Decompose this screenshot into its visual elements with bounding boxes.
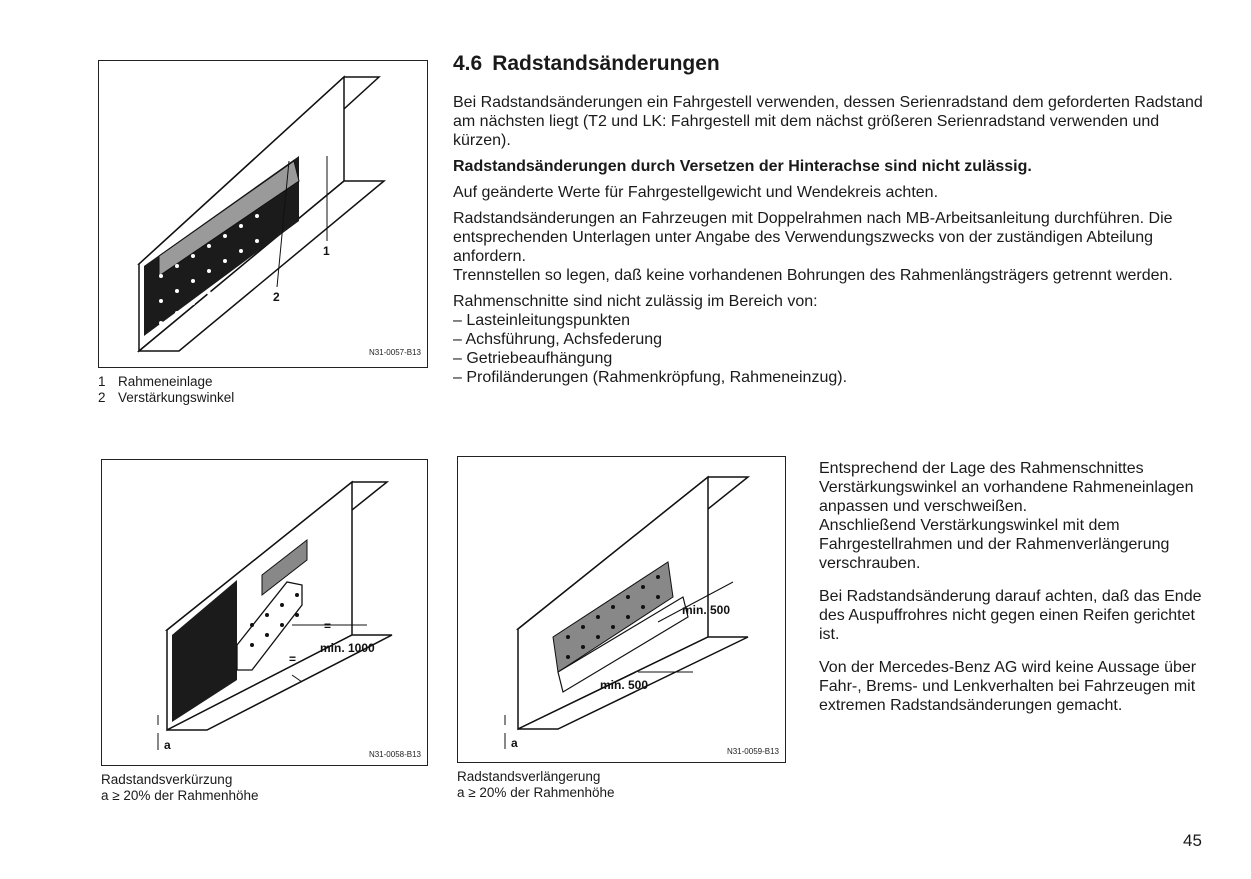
page-number: 45 xyxy=(1183,831,1202,850)
list-item: – Lasteinleitungspunkten xyxy=(453,311,1213,330)
section-heading xyxy=(453,52,720,76)
dimension-label-top: min. 500 xyxy=(682,603,731,617)
dimension-label: min. 1000 xyxy=(320,641,375,655)
list-item: – Profiländerungen (Rahmenkröpfung, Rahmeneinzug). xyxy=(453,368,1213,387)
list-item: – Achsführung, Achsfederung xyxy=(453,330,1213,349)
figure-caption xyxy=(101,772,259,804)
callout-1: 1 xyxy=(323,244,330,258)
paragraph: Radstandsänderungen an Fahrzeugen mit Doppelrahmen nach MB-Arbeitsanleitung durchführen. Die entsprechenden Unterlagen unter Angabe des Verwendungszwecks von der zuständigen Abteilung anfordern. xyxy=(453,210,1173,265)
paragraph: Entsprechend der Lage des Rahmenschnittes Verstärkungswinkel an vorhandene Rahmeneinlagen anpassen und verschweißen. xyxy=(819,460,1194,515)
figure-shortening xyxy=(101,459,428,766)
paragraph: Anschließend Verstärkungswinkel mit dem Fahrgestellrahmen und der Rahmenverlängerung verschrauben. xyxy=(819,517,1170,572)
shortening-drawing xyxy=(102,460,427,765)
dimension-label-bottom: min. 500 xyxy=(600,678,649,692)
figure-frame-insert xyxy=(98,60,428,368)
main-text xyxy=(453,93,1213,387)
right-column-text xyxy=(819,459,1219,729)
paragraph: Bei Radstandsänderung darauf achten, daß das Ende des Auspuffrohres nicht gegen einen Reifen gerichtet ist. xyxy=(819,588,1202,643)
figure-code: N31-0057-B13 xyxy=(368,348,421,357)
warning-paragraph: Radstandsänderungen durch Versetzen der Hinterachse sind nicht zulässig. xyxy=(453,158,1032,175)
frame-insert-drawing xyxy=(99,61,427,367)
legend-item: 2 Verstärkungswinkel xyxy=(98,390,235,405)
restriction-list xyxy=(453,311,1213,387)
a-label: a xyxy=(164,738,171,752)
figure-caption xyxy=(457,769,615,801)
a-label: a xyxy=(511,736,518,750)
paragraph: Trennstellen so legen, daß keine vorhandenen Bohrungen des Rahmenlängsträgers getrennt werden. xyxy=(453,267,1173,284)
caption-line: a ≥ 20% der Rahmenhöhe xyxy=(457,785,615,800)
paragraph: Von der Mercedes-Benz AG wird keine Aussage über Fahr-, Brems- und Lenkverhalten bei Fahrzeugen mit extremen Radstandsänderungen gemacht. xyxy=(819,659,1197,714)
section-number: 4.6 xyxy=(453,52,483,75)
legend-item: 1 Rahmeneinlage xyxy=(98,374,213,389)
figure-code: N31-0059-B13 xyxy=(726,747,779,756)
list-item: – Getriebeaufhängung xyxy=(453,349,1213,368)
figure-extension xyxy=(457,456,786,763)
figure-code: N31-0058-B13 xyxy=(368,750,421,759)
paragraph: Rahmenschnitte sind nicht zulässig im Bereich von: xyxy=(453,293,818,310)
extension-drawing xyxy=(458,457,785,762)
caption-line: a ≥ 20% der Rahmenhöhe xyxy=(101,788,259,803)
paragraph: Auf geänderte Werte für Fahrgestellgewicht und Wendekreis achten. xyxy=(453,184,939,201)
caption-line: Radstandsverlängerung xyxy=(457,769,601,784)
callout-2: 2 xyxy=(273,290,280,304)
figure-legend xyxy=(98,374,234,406)
equal-mark: = xyxy=(324,619,332,633)
equal-mark: = xyxy=(289,652,297,666)
paragraph: Bei Radstandsänderungen ein Fahrgestell verwenden, dessen Serienradstand dem geforderten Radstand am nächsten liegt (T2 und LK: Fahrgestell mit dem nächst größeren Serienradstand verwenden und kürzen). xyxy=(453,94,1203,149)
section-title: Radstandsänderungen xyxy=(492,52,720,75)
caption-line: Radstandsverkürzung xyxy=(101,772,233,787)
